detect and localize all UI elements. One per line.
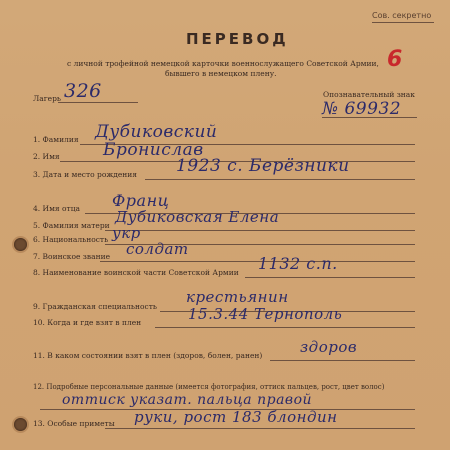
secret-stamp-underline: [372, 22, 434, 23]
field-underline-birth: [145, 179, 415, 180]
field-value-features: руки, рост 183 блондин: [134, 408, 338, 426]
field-value-name: Бронислав: [103, 140, 204, 160]
camp-underline: [58, 102, 138, 103]
field-value-birth: 1923 с. Берёзники: [176, 156, 350, 176]
field-label-condition: 11. В каком состоянии взят в плен (здоров, болен, ранен): [33, 351, 263, 360]
field-underline-condition: [270, 360, 415, 361]
field-value-nationality: укр: [112, 224, 141, 242]
field-underline-mother: [105, 230, 415, 231]
secret-stamp: Сов. секретно: [372, 11, 432, 20]
camp-value: 326: [64, 80, 102, 102]
field-value-surname: Дубиковский: [95, 122, 218, 142]
field-label-birth: 3. Дата и место рождения: [33, 170, 138, 179]
field-value-unit: 1132 с.п.: [258, 254, 338, 273]
punch-hole-top: [14, 238, 27, 251]
field-underline-unit: [245, 277, 415, 278]
field-label-personal: 12. Подробные персональные данные (имеется фотография, оттиск пальцев, рост, цвет волос): [33, 383, 385, 391]
field-value-mother: Дубиковская Елена: [115, 208, 280, 226]
field-value-personal: оттиск указат. пальца правой: [62, 392, 313, 408]
field-value-captured: 15.3.44 Тернополь: [188, 305, 343, 323]
red-mark-number: 6: [387, 47, 403, 72]
field-value-condition: здоров: [300, 338, 358, 356]
field-label-father: 4. Имя отца: [33, 204, 80, 213]
id-tag-label: Опознавательный знак: [323, 90, 415, 99]
field-label-surname: 1. Фамилия: [33, 135, 79, 144]
field-label-mother: 5. Фамилия матери: [33, 221, 110, 230]
id-tag-underline: [322, 117, 417, 118]
field-underline-features: [105, 428, 415, 429]
field-value-profession: крестьянин: [186, 288, 289, 306]
page-title: ПЕРЕВОД: [186, 30, 289, 48]
camp-label: Лагерь: [33, 94, 61, 103]
field-value-father: Франц: [112, 191, 170, 210]
field-label-nationality: 6. Национальность: [33, 235, 109, 244]
punch-hole-bottom: [14, 418, 27, 431]
subtitle-line-2: бывшего в немецком плену.: [165, 69, 277, 78]
field-label-name: 2. Имя: [33, 152, 60, 161]
subtitle-line-1: с личной трофейной немецкой карточки военнослужащего Советской Армии,: [67, 59, 379, 68]
id-tag-value: № 69932: [322, 99, 402, 119]
field-label-rank: 7. Воинское звание: [33, 252, 111, 261]
field-label-features: 13. Особые приметы: [33, 419, 115, 428]
field-label-profession: 9. Гражданская специальность: [33, 302, 157, 311]
field-value-rank: солдат: [126, 240, 189, 258]
field-label-unit: 8. Наименование воинской части Советской Армии: [33, 268, 239, 277]
field-label-captured: 10. Когда и где взят в плен: [33, 318, 142, 327]
field-underline-captured: [155, 327, 415, 328]
